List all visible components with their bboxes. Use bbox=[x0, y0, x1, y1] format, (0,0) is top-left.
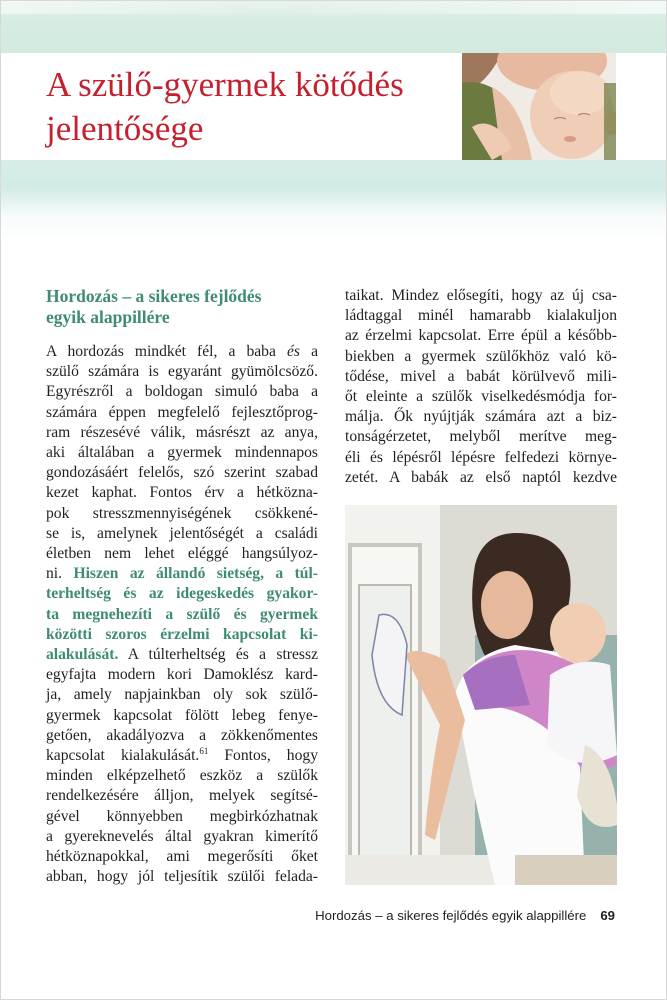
text-segment: kapcsolat kialakulását. bbox=[46, 747, 200, 765]
text-segment: A hordozás mindkét fél, a baba bbox=[46, 343, 287, 360]
text-line: tődése, mivel a babát körülvevő mili- bbox=[345, 367, 617, 385]
text-line bbox=[46, 746, 318, 766]
text-segment: életben nem lehet eléggé hangsúlyoz- bbox=[46, 545, 318, 563]
text-line bbox=[46, 362, 318, 382]
running-title: Hordozás – a sikeres fejlődés egyik alappillére bbox=[315, 908, 587, 923]
photo-mother-babywearing-cleaning-window bbox=[345, 505, 617, 885]
text-line bbox=[46, 706, 318, 726]
footnote-reference: 61 bbox=[199, 745, 209, 756]
emphasis-text: és bbox=[286, 343, 300, 360]
text-segment: gyermek kapcsolat fölött lebeg fenye- bbox=[46, 706, 318, 724]
highlighted-text: ta megnehezíti a szülő és gyermek bbox=[46, 605, 318, 623]
decorative-watercolor-band-bottom bbox=[0, 160, 667, 240]
text-segment: getően, akadályozva a zökkenőmentes bbox=[46, 726, 318, 744]
text-line bbox=[46, 645, 318, 665]
page-title bbox=[46, 63, 466, 151]
text-line: éli és lépésről lépésre felfedezi környe- bbox=[345, 448, 617, 466]
text-line bbox=[46, 584, 318, 604]
text-line bbox=[46, 807, 318, 827]
text-line bbox=[46, 867, 318, 887]
left-text-column bbox=[46, 286, 318, 887]
text-line bbox=[46, 342, 318, 362]
text-segment: abban, hogy jól teljesítik szülői felada- bbox=[46, 868, 318, 886]
text-line bbox=[46, 443, 318, 463]
text-line bbox=[46, 423, 318, 443]
highlighted-text: alakulását. bbox=[46, 646, 119, 664]
text-line bbox=[46, 463, 318, 483]
babywearing-illustration bbox=[345, 505, 617, 885]
text-line bbox=[46, 685, 318, 705]
highlighted-text: Hiszen az állandó sietség, a túl- bbox=[73, 565, 318, 583]
text-segment: a gyereknevelés által gyakran kimerítő bbox=[46, 827, 318, 845]
text-segment: minden elképzelhető eszköz a szülők bbox=[46, 767, 318, 785]
section-heading-line: egyik alappillére bbox=[46, 307, 170, 327]
text-line: zetét. A babák az első naptól kezdve bbox=[345, 468, 617, 486]
text-line bbox=[46, 665, 318, 685]
right-text-column bbox=[345, 286, 617, 488]
section-heading-line: Hordozás – a sikeres fejlődés bbox=[46, 286, 262, 306]
text-segment: Egyrészről a boldogan simuló baba a bbox=[46, 383, 318, 401]
text-line: biekben a gyermek szülőkhöz való kö- bbox=[345, 347, 617, 365]
text-segment: gondozásáért felelős, szó szerint szabad bbox=[46, 464, 318, 482]
body-paragraph-continued bbox=[345, 286, 617, 488]
page-title-line: A szülő-gyermek kötődés bbox=[46, 65, 404, 104]
text-segment: Fontos, hogy bbox=[208, 747, 318, 765]
text-line bbox=[46, 382, 318, 402]
text-line bbox=[46, 483, 318, 503]
text-segment: ni. bbox=[46, 565, 74, 583]
text-line bbox=[46, 564, 318, 584]
text-line bbox=[46, 524, 318, 544]
text-line bbox=[46, 544, 318, 564]
text-line: taikat. Mindez elősegíti, hogy az új csa- bbox=[345, 287, 617, 304]
body-paragraph bbox=[46, 342, 318, 887]
text-line: ládtaggal minél hamarabb kialakuljon bbox=[345, 307, 617, 325]
text-line bbox=[46, 625, 318, 645]
highlighted-text: terheltség és az idegeskedés gyakor- bbox=[46, 585, 318, 603]
page-title-line: jelentősége bbox=[46, 109, 204, 148]
text-line bbox=[46, 827, 318, 847]
text-line bbox=[46, 504, 318, 524]
text-segment: pok stresszmennyiségének csökkené- bbox=[46, 504, 318, 522]
text-segment: hétköznapokkal, ami megerősíti őket bbox=[46, 848, 318, 866]
text-line bbox=[46, 605, 318, 625]
text-segment: ja, amely napjainkban oly sok szülő- bbox=[46, 686, 318, 704]
text-line: tonságérzetet, melyből merítve meg- bbox=[345, 428, 617, 446]
section-heading bbox=[46, 286, 318, 328]
text-segment: se is, amelynek jelentőségét a családi bbox=[46, 524, 318, 542]
decorative-watercolor-band-top bbox=[0, 0, 667, 53]
text-line bbox=[46, 847, 318, 867]
text-segment: rendelkezésére álljon, melyek segítsé- bbox=[46, 787, 318, 805]
text-segment: ram részesévé válik, másrészt az anya, bbox=[46, 423, 318, 441]
text-line bbox=[46, 786, 318, 806]
page-number: 69 bbox=[600, 908, 615, 923]
text-segment: számára éppen megfelelő fejlesztőprog- bbox=[46, 403, 318, 421]
text-line bbox=[46, 766, 318, 786]
text-segment: aki általában a gyermek mindennapos bbox=[46, 444, 318, 462]
text-line bbox=[46, 403, 318, 423]
text-segment: a bbox=[299, 343, 318, 360]
text-line bbox=[46, 726, 318, 746]
text-line: az érzelmi kapcsolat. Erre épül a később- bbox=[345, 327, 617, 345]
text-line: őt eleinte a szülők viselkedésmódja for- bbox=[345, 388, 617, 406]
page-footer bbox=[315, 908, 615, 923]
text-segment: gével könnyebben megbirkózhatnak bbox=[46, 807, 318, 825]
text-line: málja. Ők nyújtják számára azt a biz- bbox=[345, 408, 617, 426]
highlighted-text: közötti szoros érzelmi kapcsolat ki- bbox=[46, 625, 318, 643]
text-segment: A túlterheltség és a stressz bbox=[118, 646, 318, 664]
mother-baby-illustration bbox=[462, 53, 616, 160]
text-segment: szülő számára is egyaránt gyümölcsöző. bbox=[46, 363, 318, 381]
header-photo-mother-and-baby bbox=[462, 53, 616, 160]
text-segment: kezet kaphat. Fontos érv a hétközna- bbox=[46, 484, 318, 502]
text-segment: egyfajta modern kori Damoklész kard- bbox=[46, 666, 318, 684]
